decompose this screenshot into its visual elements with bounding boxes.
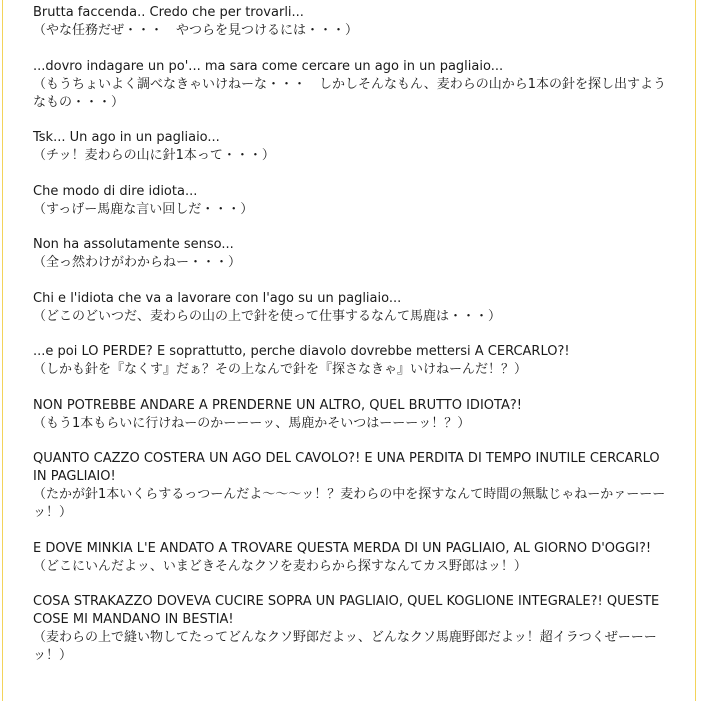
left-border-line [2,0,3,701]
italian-line: E DOVE MINKIA L'E ANDATO A TROVARE QUESTA MERDA DI UN PAGLIAIO, AL GIORNO D'OGGI?! [33,540,652,556]
dialogue-block [33,58,673,112]
japanese-line: （チッ！麦わらの山に針1本って・・・） [33,148,275,163]
japanese-line: （もうちょいよく調べなきゃいけねーな・・・ しかしそんなもん、麦わらの山から1本の針を探し出すようなもの・・・） [33,76,667,110]
dialogue-block [33,397,673,433]
japanese-line: （もう1本もらいに行けねーのかーーーッ、馬鹿かそいつはーーーッ！？） [33,415,471,431]
italian-line: Chi e l'idiota che va a lavorare con l'ago su un pagliaio... [33,290,402,306]
italian-line: Tsk... Un ago in un pagliaio... [33,130,220,145]
italian-line: NON POTREBBE ANDARE A PRENDERNE UN ALTRO, QUEL BRUTTO IDIOTA?! [33,397,522,413]
japanese-line: （やな任務だぜ・・・ やつらを見つけるには・・・） [33,23,359,38]
dialogue-block [33,290,673,326]
japanese-line: （どこにいんだよッ、いまどきそんなクソを麦わらから探すなんてカス野郎はッ！） [33,558,527,574]
italian-line: QUANTO CAZZO COSTERA UN AGO DEL CAVOLO?! E UNA PERDITA DI TEMPO INUTILE CERCARLO IN PAGLIAIO! [33,451,664,484]
dialogue-block [33,4,673,40]
dialogue-block [33,540,673,576]
italian-line: COSA STRAKAZZO DOVEVA CUCIRE SOPRA UN PAGLIAIO, QUEL KOGLIONE INTEGRALE?! QUESTE COSE MI MANDANO IN BESTIA! [33,594,664,627]
japanese-line: （しかも針を『なくす』だぁ？その上なんで針を『探さなきゃ』いけねーんだ！？） [33,362,528,377]
dialogue-block [33,450,673,522]
japanese-line: （たかが針1本いくらするっつーんだよ～～～ッ！？麦わらの中を探すなんて時間の無駄じゃねーかァーーーッ！） [33,487,666,520]
italian-line: Brutta faccenda.. Credo che per trovarli... [33,5,304,20]
italian-line: Che modo di dire idiota... [33,183,198,199]
italian-line: ...dovro indagare un po'... ma sara come cercare un ago in un pagliaio... [33,58,504,74]
dialogue-block [33,343,673,379]
dialogue-block [33,183,673,219]
dialogue-block [33,236,673,272]
japanese-line: （全っ然わけがわからねー・・・） [33,255,242,270]
japanese-line: （どこのどいつだ、麦わらの山の上で針を使って仕事するなんて馬鹿は・・・） [33,308,502,324]
italian-line: Non ha assolutamente senso... [33,237,234,252]
japanese-line: （すっげー馬鹿な言い回しだ・・・） [33,201,254,217]
italian-line: ...e poi LO PERDE? E soprattutto, perche diavolo dovrebbe mettersi A CERCARLO?! [33,344,570,359]
dialogue-block [33,129,673,165]
dialogue-block [33,593,673,665]
dialogue-text [33,4,673,683]
right-border-line [695,0,696,701]
japanese-line: （麦わらの上で縫い物してたってどんなクソ野郎だよッ、どんなクソ馬鹿野郎だよッ！超イラつくぜーーーッ！） [33,630,657,663]
